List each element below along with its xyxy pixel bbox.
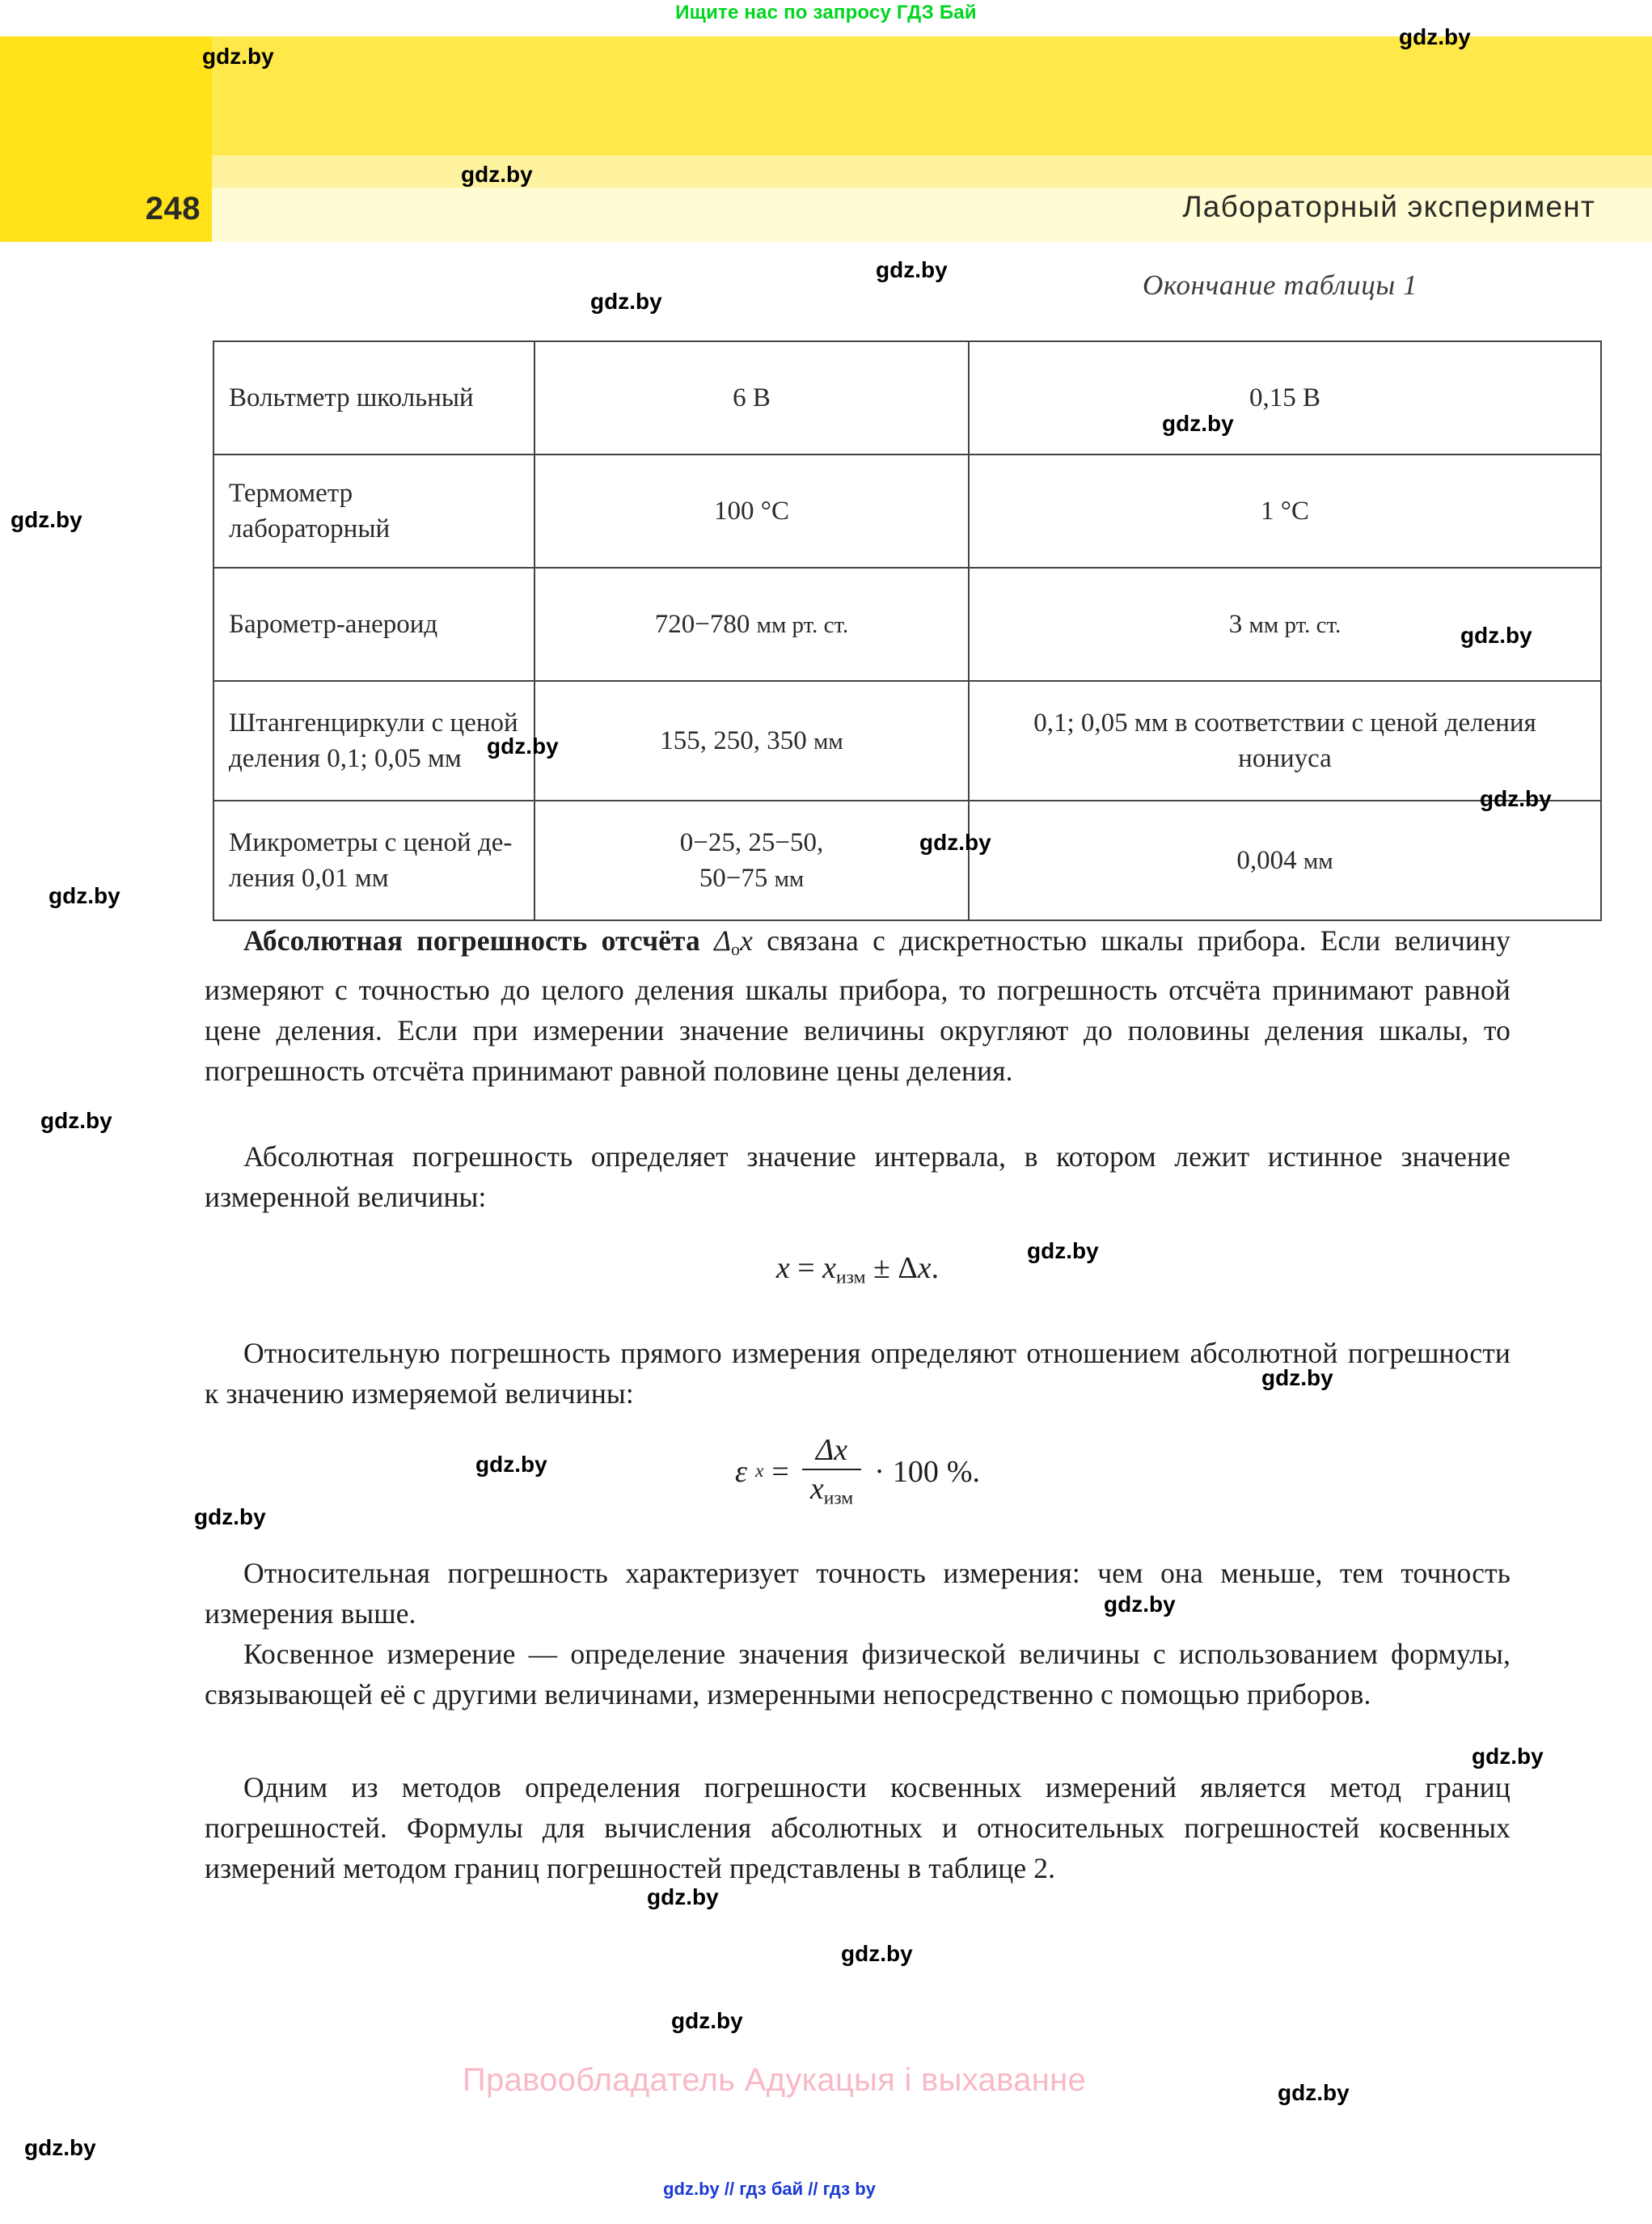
- term-absolute-reading-error: Абсолютная погрешность отсчёта: [243, 924, 700, 957]
- cell-instrument-error: [969, 801, 1601, 920]
- formula-equals: =: [797, 1251, 815, 1285]
- watermark-4: gdz.by: [590, 289, 662, 314]
- watermark-19: gdz.by: [647, 1884, 719, 1909]
- error-unit: мм рт. ст.: [1249, 611, 1341, 638]
- watermark-0: gdz.by: [1399, 24, 1471, 49]
- formula-epsilon-subscript: x: [754, 1461, 764, 1482]
- watermark-16: gdz.by: [194, 1504, 266, 1529]
- page-number: 248: [145, 191, 201, 226]
- range-line-2-unit: мм: [774, 866, 805, 892]
- watermark-21: gdz.by: [671, 2008, 743, 2033]
- promo-banner-text: Ищите нас по запросу ГДЗ Бай: [675, 2, 977, 23]
- cell-instrument-name: Микрометры с ценой де-ления 0,01 мм: [213, 801, 534, 920]
- watermark-13: gdz.by: [1027, 1238, 1099, 1263]
- watermark-6: gdz.by: [1162, 411, 1234, 436]
- denominator-subscript: изм: [823, 1487, 854, 1509]
- formula-hundred: 100: [892, 1454, 939, 1489]
- watermark-8: gdz.by: [487, 734, 559, 759]
- watermark-7: gdz.by: [1460, 623, 1532, 648]
- watermark-14: gdz.by: [1261, 1365, 1333, 1390]
- copyright-notice: Правообладатель Адукацыя і выхаванне: [462, 2062, 1087, 2098]
- range-unit: мм: [813, 728, 843, 755]
- watermark-5: gdz.by: [11, 507, 82, 532]
- denominator-x: x: [809, 1471, 824, 1506]
- formula-equals: =: [771, 1454, 789, 1489]
- range-line-2-value: 50−75: [699, 864, 768, 893]
- numerator-delta: Δ: [815, 1433, 834, 1467]
- error-unit: мм: [1303, 848, 1333, 874]
- watermark-23: gdz.by: [24, 2135, 96, 2160]
- cell-measure-range: [534, 568, 969, 681]
- range-value: 155, 250, 350: [660, 725, 807, 755]
- footer-links[interactable]: gdz.by // гдз бай // гдз by: [663, 2179, 876, 2199]
- paragraph-absolute-reading-error: [205, 920, 1510, 1091]
- formula-measured-x: x: [822, 1251, 837, 1285]
- cell-instrument-error: 0,15 В: [969, 341, 1601, 455]
- watermark-3: gdz.by: [876, 257, 948, 282]
- table-row: [213, 801, 1601, 920]
- formula-relative-error: [205, 1435, 1510, 1508]
- error-value: 3: [1228, 609, 1243, 639]
- formula-true-value: [205, 1250, 1510, 1289]
- range-value: 720−780: [654, 609, 750, 639]
- formula-plus-minus: ±: [873, 1251, 890, 1285]
- table-row: [213, 341, 1601, 455]
- cell-measure-range: [534, 801, 969, 920]
- formula-delta: Δ: [898, 1251, 918, 1285]
- watermark-12: gdz.by: [40, 1108, 112, 1133]
- cell-measure-range: 100 °C: [534, 455, 969, 568]
- cell-instrument-name: Вольтметр школьный: [213, 341, 534, 455]
- paragraph-relative-error-definition: Относительную погрешность прямого измерения определяют отношением абсолютной погрешности к значению измеряемой величины:: [205, 1337, 1510, 1410]
- error-value: 0,004: [1236, 845, 1297, 875]
- watermark-2: gdz.by: [461, 162, 533, 187]
- watermark-1: gdz.by: [202, 44, 274, 69]
- symbol-delta-subscript: о: [731, 939, 741, 960]
- watermark-18: gdz.by: [1472, 1744, 1544, 1769]
- formula-multiply-dot: ·: [874, 1454, 885, 1489]
- header-band-middle: [0, 155, 1652, 188]
- numerator-x: x: [834, 1433, 848, 1467]
- symbol-delta: Δ: [714, 924, 732, 957]
- formula-delta-x: x: [917, 1251, 932, 1285]
- symbol-x: x: [740, 924, 754, 957]
- paragraph-error-bounds-method: Одним из методов определения погрешности косвенных измерений является метод границ погрешностей. Формулы для вычисления абсолютных и относительных погрешностей косвенных измерений методом границ погрешностей представлены в таблице 2.: [205, 1771, 1510, 1884]
- range-line-1: 0−25, 25−50,: [679, 827, 824, 857]
- cell-instrument-name: Штангенциркули с ценой деления 0,1; 0,05 мм: [213, 681, 534, 801]
- cell-instrument-error: 1 °C: [969, 455, 1601, 568]
- page-title: Лабораторный эксперимент: [1182, 190, 1595, 223]
- cell-instrument-error: 0,1; 0,05 мм в соответствии с ценой деления нониуса: [969, 681, 1601, 801]
- paragraph-indirect-measurement: Косвенное измерение — определение значения физической величины с использованием формулы, связывающей её с другими величинами, измеренными непосредственно с помощью приборов.: [205, 1638, 1510, 1710]
- cell-measure-range: [534, 681, 969, 801]
- watermark-20: gdz.by: [841, 1941, 913, 1966]
- watermark-10: gdz.by: [919, 830, 991, 855]
- formula-percent-sign: %.: [946, 1454, 981, 1489]
- formula-epsilon: ε: [734, 1454, 747, 1489]
- watermark-11: gdz.by: [49, 883, 120, 908]
- watermark-9: gdz.by: [1480, 786, 1552, 811]
- watermark-17: gdz.by: [1104, 1592, 1176, 1617]
- formula-measured-subscript: изм: [836, 1266, 866, 1288]
- cell-instrument-name: Термометр лабораторный: [213, 455, 534, 568]
- instrument-spec-table: [213, 340, 1602, 921]
- range-unit: мм рт. ст.: [756, 611, 849, 638]
- table-caption: Окончание таблицы 1: [1143, 269, 1418, 301]
- watermark-22: gdz.by: [1278, 2080, 1350, 2105]
- paragraph-relative-error-accuracy: Относительная погрешность характеризует точность измерения: чем она меньше, тем точность измерения выше.: [205, 1557, 1510, 1630]
- cell-instrument-name: Барометр-анероид: [213, 568, 534, 681]
- fraction-denominator: [802, 1469, 861, 1508]
- paragraph-absolute-error-interval: Абсолютная погрешность определяет значение интервала, в котором лежит истинное значение измеренной величины:: [205, 1140, 1510, 1213]
- table-row: [213, 568, 1601, 681]
- paragraph-rest-text: связана с дискретностью шкалы прибора. Если величину измеряют с точностью до целого деления шкалы прибора, то погрешность отсчёта принимают равной цене деления. Если при измерении значение величины округляют до половины деления шкалы, то погрешность отсчёта принимают равной половине цены деления.: [205, 924, 1510, 1088]
- table-row: [213, 681, 1601, 801]
- table-row: [213, 455, 1601, 568]
- formula-fraction: [802, 1435, 861, 1508]
- formula-lhs-x: x: [775, 1251, 790, 1285]
- formula-period: .: [931, 1251, 940, 1285]
- fraction-numerator: [808, 1435, 856, 1469]
- cell-measure-range: 6 В: [534, 341, 969, 455]
- watermark-15: gdz.by: [475, 1452, 547, 1477]
